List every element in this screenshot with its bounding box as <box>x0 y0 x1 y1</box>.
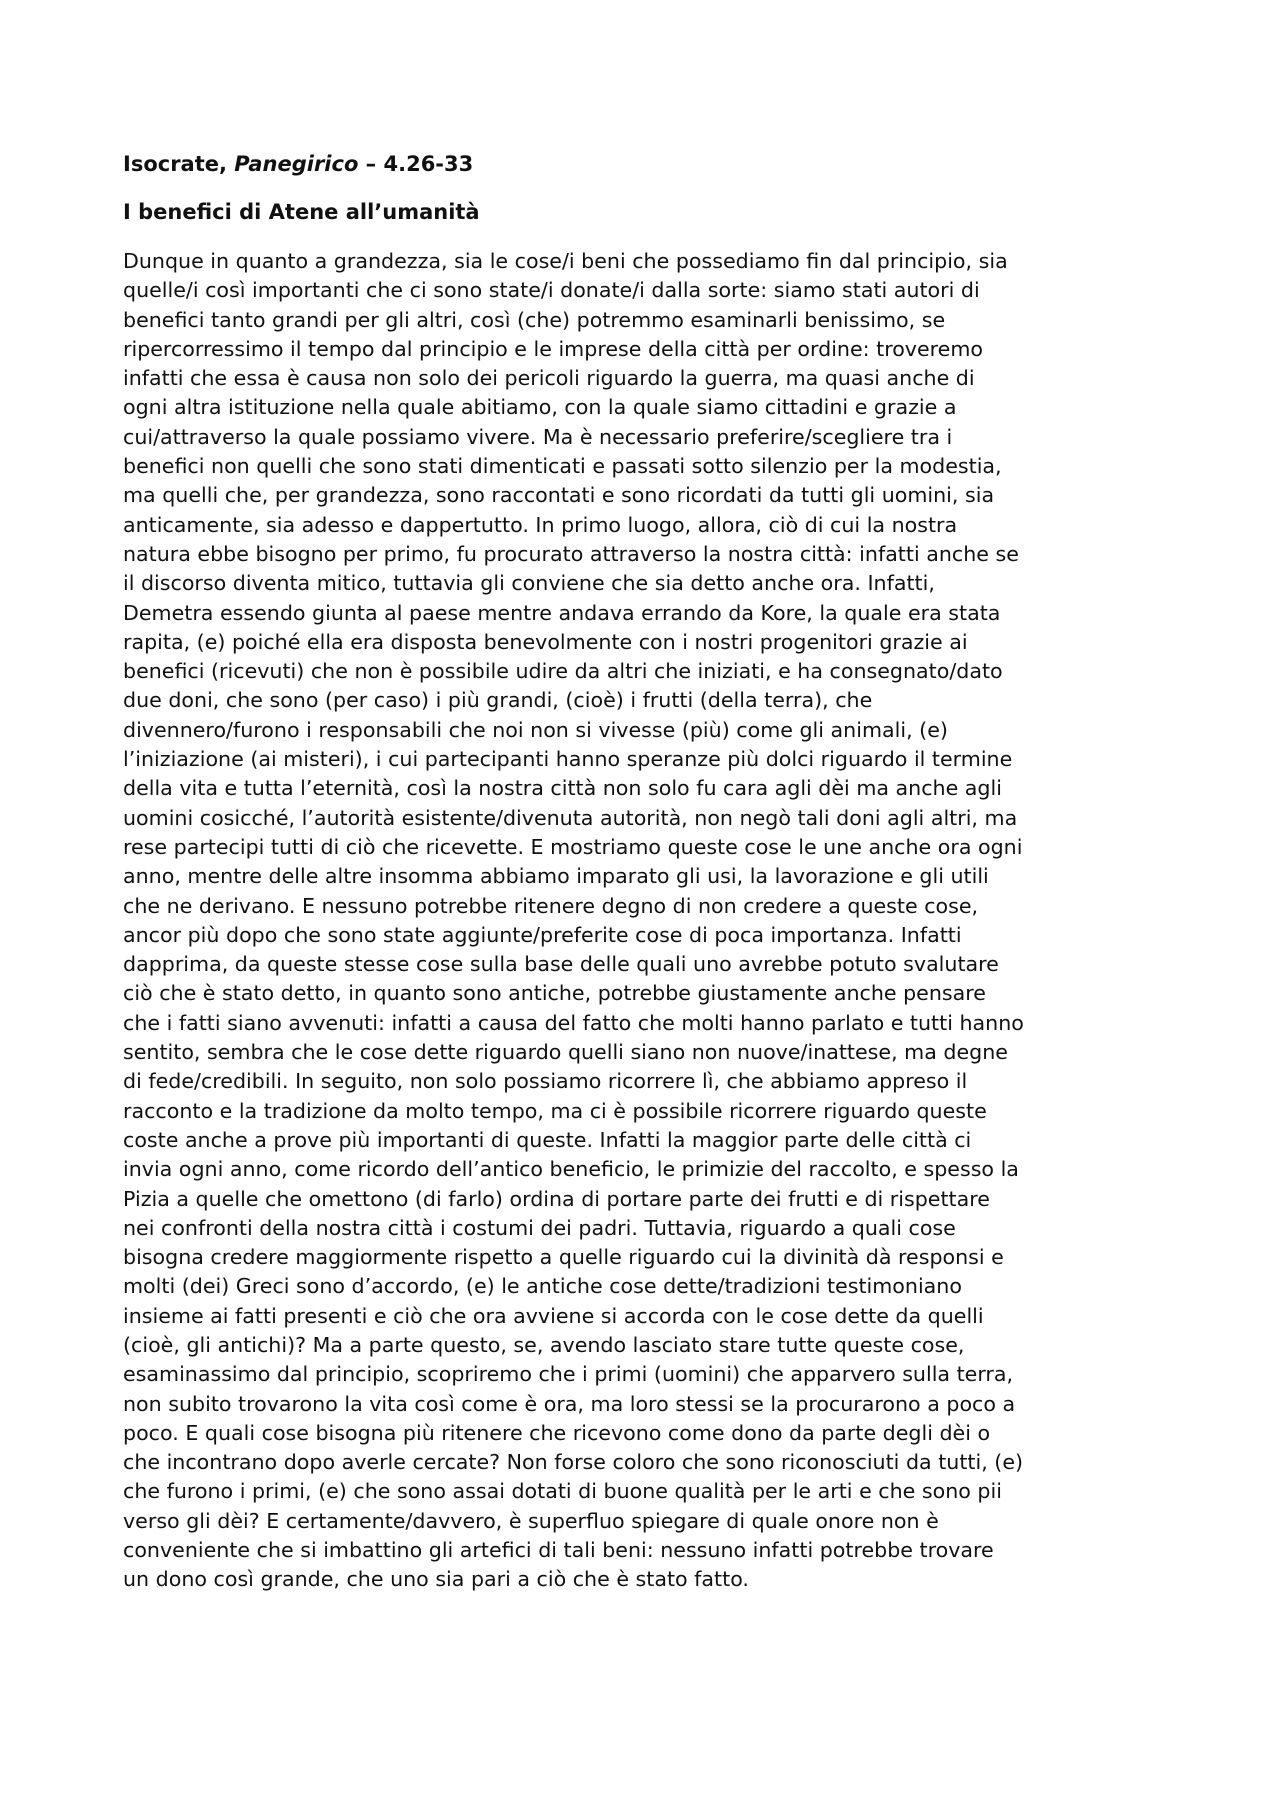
text-line: ciò che è stato detto, in quanto sono antiche, potrebbe giustamente anche pensare <box>123 981 986 1006</box>
text-line: Demetra essendo giunta al paese mentre andava errando da Kore, la quale era stata <box>123 600 1001 625</box>
text-line: verso gli dèi? E certamente/davvero, è superfluo spiegare di quale onore non è <box>123 1508 939 1533</box>
text-line: Dunque in quanto a grandezza, sia le cose/i beni che possediamo fin dal principio, sia <box>123 249 1008 273</box>
text-line: che incontrano dopo averle cercate? Non forse coloro che sono riconosciuti da tutti, (e) <box>123 1450 1024 1475</box>
title-author: Isocrate, <box>123 152 235 176</box>
text-line: l’iniziazione (ai misteri), i cui partecipanti hanno speranze più dolci riguardo il termine <box>123 747 1013 772</box>
text-line: cui/attraverso la quale possiamo vivere. Ma è necessario preferire/scegliere tra i <box>123 424 953 449</box>
text-line: il discorso diventa mitico, tuttavia gli conviene che sia detto anche ora. Infatti, <box>123 571 935 596</box>
title-work: Panegirico <box>234 152 359 176</box>
text-line: Pizia a quelle che omettono (di farlo) ordina di portare parte dei frutti e di rispettare <box>123 1186 990 1211</box>
text-line: (cioè, gli antichi)? Ma a parte questo, se, avendo lasciato stare tutte queste cose, <box>123 1332 965 1357</box>
text-line: bisogna credere maggiormente rispetto a quelle riguardo cui la divinità dà responsi e <box>123 1245 1004 1270</box>
text-line: benefici tanto grandi per gli altri, così (che) potremmo esaminarli benissimo, se <box>123 307 946 332</box>
text-line: due doni, che sono (per caso) i più grandi, (cioè) i frutti (della terra), che <box>123 688 873 713</box>
text-line: ma quelli che, per grandezza, sono raccontati e sono ricordati da tutti gli uomini, sia <box>123 483 995 508</box>
text-line: che ne derivano. E nessuno potrebbe ritenere degno di non credere a queste cose, <box>123 893 979 918</box>
text-line: ancor più dopo che sono state aggiunte/preferite cose di poca importanza. Infatti <box>123 922 962 947</box>
text-line: anticamente, sia adesso e dappertutto. In primo luogo, allora, ciò di cui la nostra <box>123 512 958 537</box>
text-line: che i fatti siano avvenuti: infatti a causa del fatto che molti hanno parlato e tutti hanno <box>123 1010 1024 1035</box>
text-line: dapprima, da queste stesse cose sulla base delle quali uno avrebbe potuto svalutare <box>123 952 999 977</box>
text-line: poco. E quali cose bisogna più ritenere che ricevono come dono da parte degli dèi o <box>123 1420 991 1445</box>
text-line: racconto e la tradizione da molto tempo, ma ci è possibile ricorrere riguardo queste <box>123 1098 987 1123</box>
title-reference: – 4.26-33 <box>358 152 474 176</box>
body-paragraph <box>123 247 1024 1595</box>
text-line: un dono così grande, che uno sia pari a ciò che è stato fatto. <box>123 1567 749 1592</box>
text-line: non subito trovarono la vita così come è ora, ma loro stessi se la procurarono a poco a <box>123 1391 1016 1416</box>
text-line: uomini cosicché, l’autorità esistente/divenuta autorità, non negò tali doni agli altri, ma <box>123 805 1018 830</box>
text-line: benefici (ricevuti) che non è possibile udire da altri che iniziati, e ha consegnato/dato <box>123 659 1003 684</box>
text-line: ripercorressimo il tempo dal principio e le imprese della città per ordine: troveremo <box>123 336 984 361</box>
text-line: di fede/credibili. In seguito, non solo possiamo ricorrere lì, che abbiamo appreso il <box>123 1069 968 1094</box>
text-line: ogni altra istituzione nella quale abitiamo, con la quale siamo cittadini e grazie a <box>123 395 957 420</box>
text-line: coste anche a prove più importanti di queste. Infatti la maggior parte delle città ci <box>123 1127 972 1152</box>
text-line: rapita, (e) poiché ella era disposta benevolmente con i nostri progenitori grazie ai <box>123 629 968 654</box>
text-line: anno, mentre delle altre insomma abbiamo imparato gli usi, la lavorazione e gli utili <box>123 864 989 889</box>
text-line: nei confronti della nostra città i costumi dei padri. Tuttavia, riguardo a quali cose <box>123 1215 956 1240</box>
text-line: che furono i primi, (e) che sono assai dotati di buone qualità per le arti e che sono pii <box>123 1479 1002 1504</box>
text-line: esaminassimo dal principio, scopriremo che i primi (uomini) che apparvero sulla terra, <box>123 1362 1014 1387</box>
document-title <box>123 152 473 176</box>
text-line: infatti che essa è causa non solo dei pericoli riguardo la guerra, ma quasi anche di <box>123 366 975 391</box>
text-line: natura ebbe bisogno per primo, fu procurato attraverso la nostra città: infatti anche se <box>123 541 1019 566</box>
text-line: rese partecipi tutti di ciò che ricevette. E mostriamo queste cose le une anche ora ogni <box>123 834 1023 859</box>
text-line: invia ogni anno, come ricordo dell’antico beneficio, le primizie del raccolto, e spesso la <box>123 1157 1019 1182</box>
text-line: sentito, sembra che le cose dette riguardo quelli siano non nuove/inattese, ma degne <box>123 1040 1008 1065</box>
text-line: della vita e tutta l’eternità, così la nostra città non solo fu cara agli dèi ma anche agli <box>123 776 1002 801</box>
text-line: insieme ai fatti presenti e ciò che ora avviene si accorda con le cose dette da quelli <box>123 1303 984 1328</box>
text-line: molti (dei) Greci sono d’accordo, (e) le antiche cose dette/tradizioni testimoniano <box>123 1274 962 1299</box>
text-line: benefici non quelli che sono stati dimenticati e passati sotto silenzio per la modestia, <box>123 454 1002 479</box>
text-line: divennero/furono i responsabili che noi non si vivesse (più) come gli animali, (e) <box>123 717 948 742</box>
document-subtitle: I benefici di Atene all’umanità <box>123 200 480 224</box>
text-line: quelle/i così importanti che ci sono state/i donate/i dalla sorte: siamo stati autori di <box>123 278 980 303</box>
text-line: conveniente che si imbattino gli artefici di tali beni: nessuno infatti potrebbe trovare <box>123 1538 994 1563</box>
